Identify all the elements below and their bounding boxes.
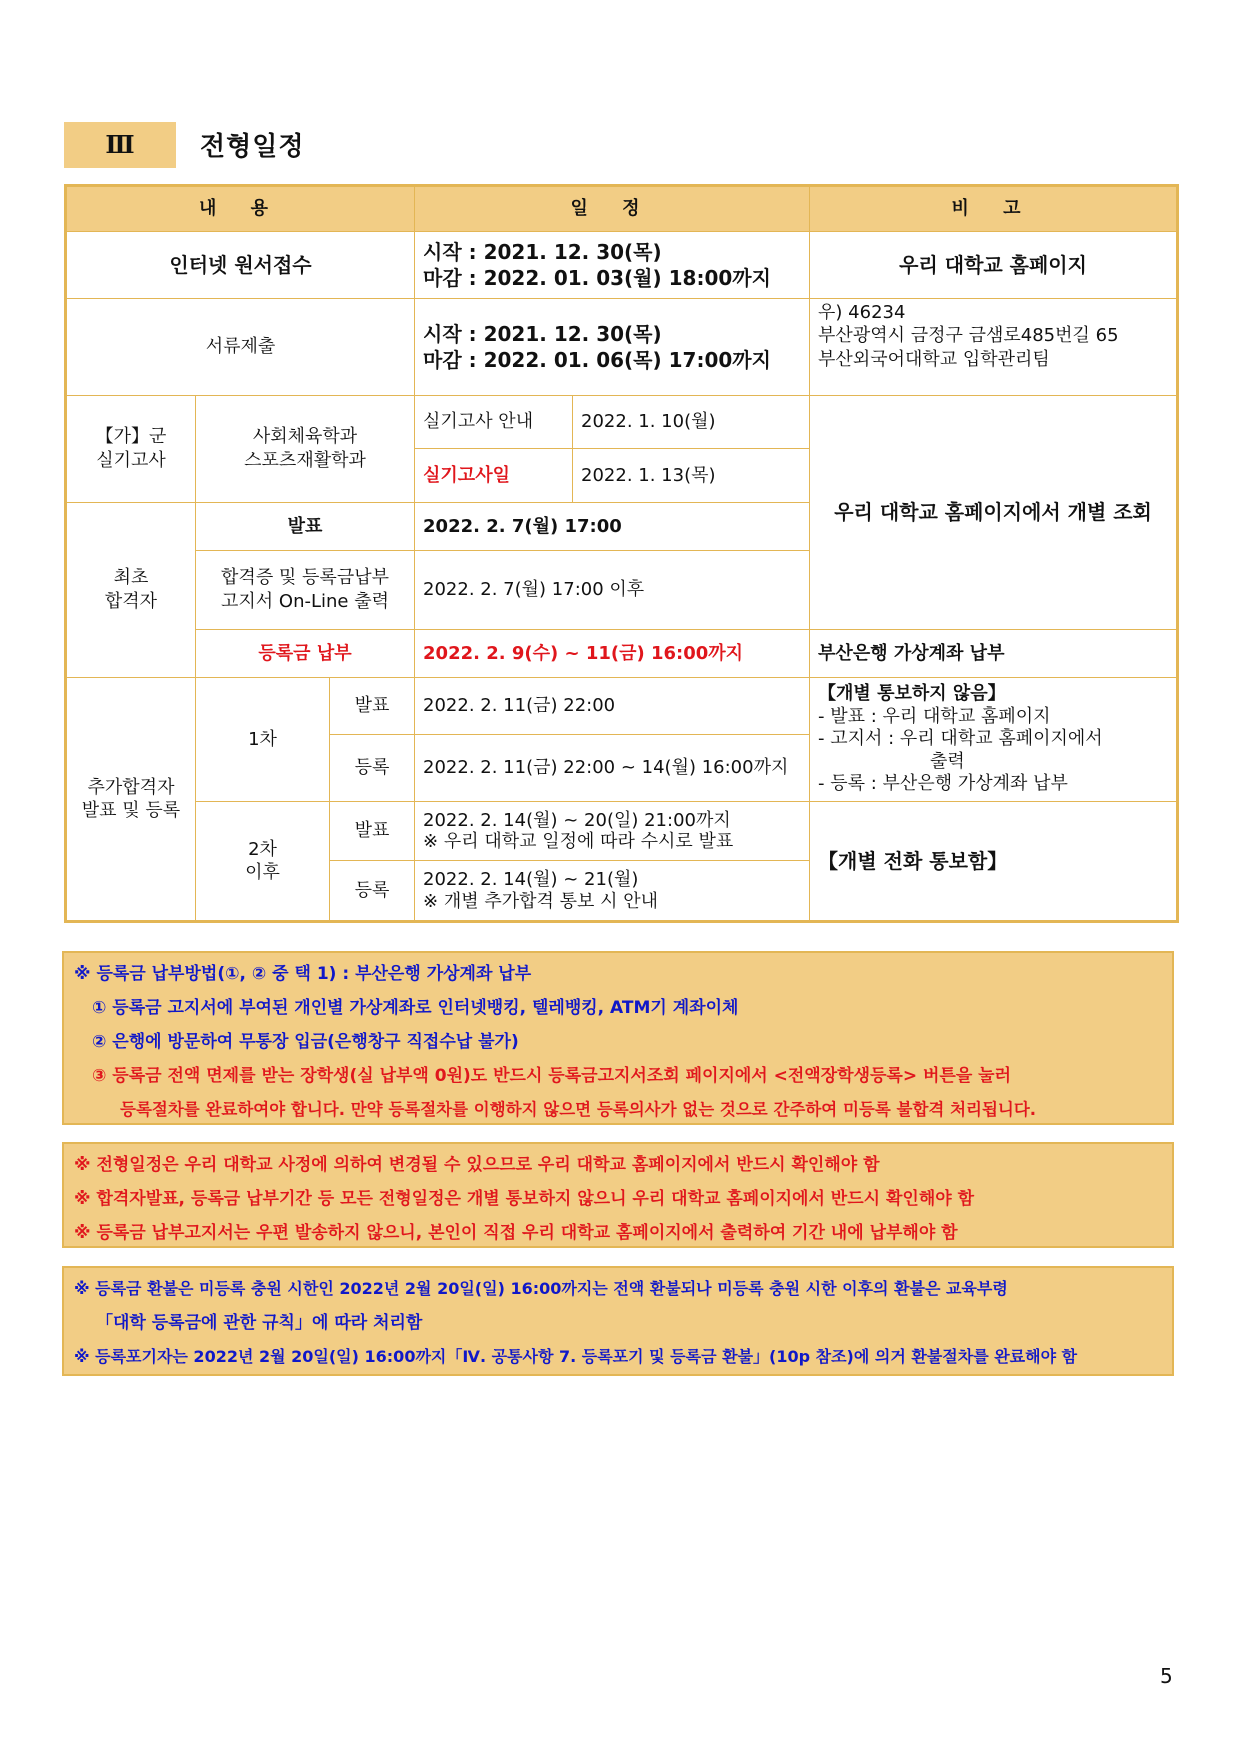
- round-2-announce-date: [415, 801, 810, 860]
- header-schedule: 일 정: [415, 186, 810, 232]
- practical-depts: [196, 395, 415, 502]
- internet-apply-note: 우리 대학교 홈페이지: [810, 232, 1178, 299]
- documents-start: 시작 : 2021. 12. 30(목): [423, 321, 662, 346]
- documents-address: [810, 298, 1178, 395]
- round-2-register-period: 2022. 2. 14(월) ~ 21(월): [423, 869, 639, 891]
- print-label-2: 고지서 On-Line 출력: [221, 590, 389, 612]
- internet-apply-dates: [415, 232, 810, 299]
- schedule-warning-2: ※ 합격자발표, 등록금 납부기간 등 모든 전형일정은 개별 통보하지 않으니 우리 대학교 홈페이지에서 반드시 확인해야 함: [74, 1189, 975, 1209]
- payment-scholarship-note-cont: 등록절차를 완료하여야 합니다. 만약 등록절차를 이행하지 않으면 등록의사가 없는 것으로 간주하여 미등록 불합격 처리됩니다.: [120, 1100, 1037, 1119]
- first-print-label: [196, 550, 415, 629]
- refund-note: [62, 1266, 1174, 1376]
- payment-method-note: [62, 951, 1174, 1125]
- round-2-announce-note: ※ 우리 대학교 일정에 따라 수시로 발표: [423, 831, 734, 853]
- documents-end: 마감 : 2022. 01. 06(목) 17:00까지: [423, 347, 771, 372]
- schedule-table: [64, 184, 1179, 923]
- round-1-register-date: 2022. 2. 11(금) 22:00 ~ 14(월) 16:00까지: [415, 735, 810, 802]
- table-row: [66, 232, 1178, 299]
- address-street: 부산광역시 금정구 금샘로485번길 65: [818, 325, 1119, 347]
- documents-label: 서류제출: [66, 298, 415, 395]
- practical-exam-label: 실기고사일: [415, 449, 573, 502]
- round-2-register-label: 등록: [330, 861, 415, 922]
- refund-note-1: ※ 등록금 환불은 미등록 충원 시한인 2022년 2월 20일(일) 16:00까지는 전액 환불되나 미등록 충원 시한 이후의 환불은 교육부령: [74, 1279, 1008, 1298]
- schedule-warning-3: ※ 등록금 납부고지서는 우편 발송하지 않으니, 본인이 직접 우리 대학교 홈페이지에서 출력하여 기간 내에 납부해야 함: [74, 1223, 958, 1243]
- first-announce-date: 2022. 2. 7(월) 17:00: [415, 502, 810, 550]
- first-pay-note: 부산은행 가상계좌 납부: [810, 629, 1178, 677]
- table-row: [66, 298, 1178, 395]
- additional-label: [66, 677, 196, 921]
- payment-option-2: ② 은행에 방문하여 무통장 입금(은행창구 직접수납 불가): [92, 1032, 519, 1052]
- first-pay-date: 2022. 2. 9(수) ~ 11(금) 16:00까지: [415, 629, 810, 677]
- print-label-1: 합격증 및 등록금납부: [221, 567, 389, 589]
- documents-dates: [415, 298, 810, 395]
- round-1-register-label: 등록: [330, 735, 415, 802]
- practical-group-name: 【가】군: [95, 426, 167, 448]
- additional-label-1: 추가합격자: [87, 776, 175, 798]
- internet-start: 시작 : 2021. 12. 30(목): [423, 240, 662, 265]
- round-1-note-notice-cont: 출력: [930, 750, 965, 772]
- round-1-note-notice: - 고지서 : 우리 대학교 홈페이지에서: [818, 728, 1103, 750]
- payment-option-1: ① 등록금 고지서에 부여된 개인별 가상계좌로 인터넷뱅킹, 텔레뱅킹, ATM기 계좌이체: [92, 998, 739, 1018]
- section-title: 전형일정: [200, 132, 305, 162]
- first-label-2: 합격자: [104, 590, 158, 612]
- internet-end: 마감 : 2022. 01. 03(월) 18:00까지: [423, 266, 771, 291]
- table-row: [66, 395, 1178, 448]
- table-row: [66, 801, 1178, 860]
- dept-rehab: 스포츠재활학과: [244, 449, 366, 471]
- round-2-label: [196, 801, 330, 921]
- address-office: 부산외국어대학교 입학관리팀: [818, 348, 1050, 370]
- round-2-label-2: 이후: [245, 861, 280, 883]
- round-1-note-announce: - 발표 : 우리 대학교 홈페이지: [818, 705, 1051, 727]
- first-pay-label: 등록금 납부: [196, 629, 415, 677]
- practical-group-exam: 실기고사: [96, 449, 166, 471]
- dept-sports: 사회체육학과: [252, 426, 358, 448]
- table-row: [66, 629, 1178, 677]
- round-1-note-register: - 등록 : 부산은행 가상계좌 납부: [818, 773, 1068, 795]
- header-remarks: 비 고: [810, 186, 1178, 232]
- payment-note-title: ※ 등록금 납부방법(①, ② 중 택 1) : 부산은행 가상계좌 납부: [74, 964, 532, 984]
- additional-label-2: 발표 및 등록: [81, 799, 181, 821]
- first-label-1: 최초: [113, 567, 149, 589]
- refund-note-1-cont: 「대학 등록금에 관한 규칙」에 따라 처리함: [96, 1313, 423, 1333]
- round-2-announce-period: 2022. 2. 14(월) ~ 20(일) 21:00까지: [423, 809, 731, 831]
- payment-scholarship-note: ③ 등록금 전액 면제를 받는 장학생(실 납부액 0원)도 반드시 등록금고지서조회 페이지에서 <전액장학생등록> 버튼을 눌러: [92, 1066, 1012, 1086]
- first-admit-label: [66, 502, 196, 677]
- practical-group: [66, 395, 196, 502]
- table-row: [66, 677, 1178, 734]
- section-number-badge: Ⅲ: [64, 122, 176, 168]
- round-2-announce-label: 발표: [330, 801, 415, 860]
- round-1-label: 1차: [196, 677, 330, 801]
- internet-apply-label: 인터넷 원서접수: [66, 232, 415, 299]
- practical-exam-date: 2022. 1. 13(목): [573, 449, 810, 502]
- round-2-register-date: [415, 861, 810, 922]
- refund-note-2: ※ 등록포기자는 2022년 2월 20일(일) 16:00까지「Ⅳ. 공통사항 7. 등록포기 및 등록금 환불」(10p 참조)에 의거 환불절차를 완료해야 함: [74, 1347, 1078, 1366]
- header-content: 내 용: [66, 186, 415, 232]
- round-1-announce-date: 2022. 2. 11(금) 22:00: [415, 677, 810, 734]
- address-postcode: 우) 46234: [818, 301, 906, 323]
- round-1-announce-label: 발표: [330, 677, 415, 734]
- practical-guide-label: 실기고사 안내: [415, 395, 573, 448]
- table-header-row: [66, 186, 1178, 232]
- practical-guide-date: 2022. 1. 10(월): [573, 395, 810, 448]
- round-2-register-note: ※ 개별 추가합격 통보 시 안내: [423, 890, 658, 912]
- round-1-note-title: 【개별 통보하지 않음】: [818, 683, 1006, 705]
- page-number: 5: [1160, 1664, 1173, 1688]
- schedule-warning-1: ※ 전형일정은 우리 대학교 사정에 의하여 변경될 수 있으므로 우리 대학교 홈페이지에서 반드시 확인해야 함: [74, 1155, 880, 1175]
- first-announce-label: 발표: [196, 502, 415, 550]
- round-2-label-1: 2차: [248, 838, 277, 860]
- schedule-warning-note: [62, 1142, 1174, 1248]
- round-1-note: [810, 677, 1178, 801]
- lookup-note: 우리 대학교 홈페이지에서 개별 조회: [810, 395, 1178, 629]
- first-print-date: 2022. 2. 7(월) 17:00 이후: [415, 550, 810, 629]
- round-2-note: 【개별 전화 통보함】: [810, 801, 1178, 921]
